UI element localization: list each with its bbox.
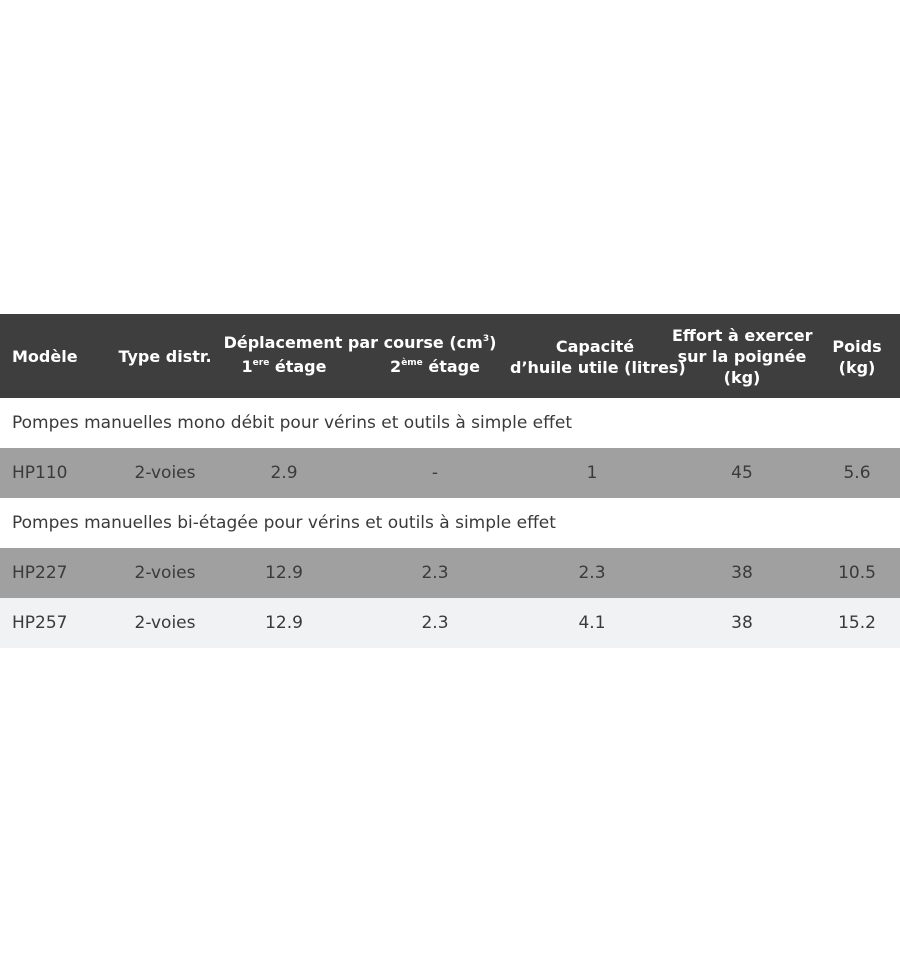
header-deplacement-end: ): [489, 333, 497, 352]
cell-type: 2-voies: [134, 563, 196, 583]
header-stage2: [372, 356, 498, 377]
cell-stage2: 2.3: [421, 563, 449, 583]
cell-modele: HP257: [12, 613, 68, 633]
header-capacite-line2: d’huile utile (litres): [510, 358, 686, 377]
table-row: [0, 598, 900, 648]
section-title-mono: Pompes manuelles mono débit pour vérins et outils à simple effet: [0, 398, 900, 448]
cell-effort: 38: [731, 613, 753, 633]
cell-stage1: 2.9: [270, 463, 298, 483]
header-effort-line3: (kg): [723, 368, 761, 387]
header-stage2-num: 2: [390, 357, 402, 376]
header-deplacement: [222, 332, 498, 353]
table-header: [0, 314, 900, 398]
cell-capacite: 1: [586, 463, 598, 483]
cell-stage1: 12.9: [265, 563, 303, 583]
cell-type: 2-voies: [134, 613, 196, 633]
cell-stage1: 12.9: [265, 613, 303, 633]
cell-effort: 45: [731, 463, 753, 483]
header-deplacement-text: Déplacement par course (cm: [223, 333, 483, 352]
header-modele: Modèle: [12, 347, 78, 366]
cell-poids: 5.6: [843, 463, 871, 483]
header-type: Type distr.: [118, 347, 212, 366]
header-poids-line2: (kg): [838, 358, 876, 377]
table-row: [0, 548, 900, 598]
cell-effort: 38: [731, 563, 753, 583]
header-capacite: [510, 336, 686, 378]
cell-capacite: 2.3: [578, 563, 606, 583]
header-effort: [672, 325, 812, 388]
header-deplacement-sup: 3: [482, 334, 490, 344]
header-stage1-num: 1: [241, 357, 253, 376]
cell-stage2: 2.3: [421, 613, 449, 633]
cell-poids: 15.2: [838, 613, 876, 633]
header-stage2-label: étage: [422, 357, 480, 376]
header-effort-line1: Effort à exercer: [672, 326, 813, 345]
pump-specs-table: [0, 314, 900, 648]
header-poids: [818, 336, 896, 378]
cell-stage2: -: [431, 463, 439, 483]
table-row: [0, 448, 900, 498]
header-effort-line2: sur la poignée: [677, 347, 807, 366]
header-capacite-line1: Capacité: [555, 337, 635, 356]
header-stage2-sup: ème: [401, 358, 423, 368]
cell-capacite: 4.1: [578, 613, 606, 633]
header-stage1: [226, 356, 342, 377]
section-title-bi: Pompes manuelles bi-étagée pour vérins et outils à simple effet: [0, 498, 900, 548]
cell-modele: HP110: [12, 463, 68, 483]
header-poids-line1: Poids: [832, 337, 882, 356]
cell-modele: HP227: [12, 563, 68, 583]
header-stage1-label: étage: [269, 357, 327, 376]
cell-type: 2-voies: [134, 463, 196, 483]
header-stage1-sup: ere: [252, 358, 270, 368]
cell-poids: 10.5: [838, 563, 876, 583]
